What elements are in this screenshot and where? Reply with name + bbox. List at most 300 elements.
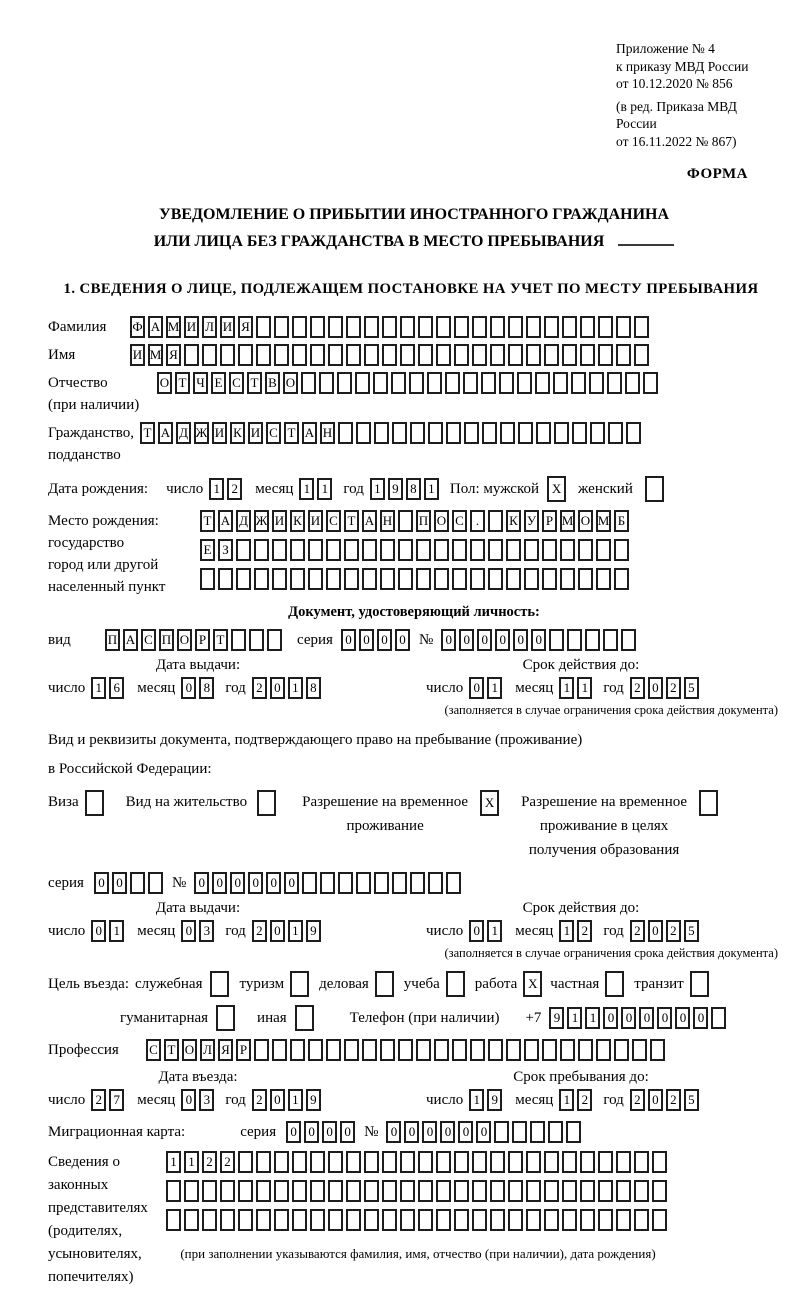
char-box[interactable] xyxy=(267,629,282,651)
char-box[interactable]: 0 xyxy=(441,629,456,651)
char-box[interactable] xyxy=(526,1180,541,1202)
char-box[interactable] xyxy=(418,344,433,366)
char-box[interactable]: П xyxy=(159,629,174,651)
char-box[interactable]: 0 xyxy=(603,1007,618,1029)
char-box[interactable]: 9 xyxy=(306,1089,321,1111)
char-box[interactable]: 0 xyxy=(657,1007,672,1029)
char-box[interactable]: Я xyxy=(218,1039,233,1061)
char-box[interactable]: 0 xyxy=(648,677,663,699)
char-box[interactable] xyxy=(356,422,371,444)
char-box[interactable] xyxy=(580,316,595,338)
char-box[interactable] xyxy=(463,372,478,394)
char-box[interactable] xyxy=(328,316,343,338)
char-box[interactable] xyxy=(571,372,586,394)
char-box[interactable] xyxy=(598,1180,613,1202)
char-box[interactable]: 0 xyxy=(513,629,528,651)
char-box[interactable] xyxy=(616,344,631,366)
char-box[interactable]: 0 xyxy=(359,629,374,651)
char-box[interactable] xyxy=(356,872,371,894)
char-box[interactable] xyxy=(506,1039,521,1061)
char-box[interactable]: 0 xyxy=(181,677,196,699)
char-box[interactable] xyxy=(392,872,407,894)
char-box[interactable] xyxy=(202,1209,217,1231)
char-box[interactable] xyxy=(362,539,377,561)
char-box[interactable] xyxy=(626,422,641,444)
char-box[interactable] xyxy=(274,316,289,338)
char-box[interactable]: 0 xyxy=(230,872,245,894)
char-box[interactable]: О xyxy=(182,1039,197,1061)
char-box[interactable] xyxy=(454,344,469,366)
char-box[interactable] xyxy=(614,568,629,590)
char-box[interactable] xyxy=(499,372,514,394)
char-box[interactable]: 0 xyxy=(422,1121,437,1143)
char-box[interactable] xyxy=(400,1151,415,1173)
char-box[interactable] xyxy=(310,1180,325,1202)
char-box[interactable] xyxy=(566,1121,581,1143)
char-box[interactable]: 2 xyxy=(227,478,242,500)
char-box[interactable] xyxy=(470,1039,485,1061)
char-box[interactable] xyxy=(310,1151,325,1173)
char-box[interactable] xyxy=(548,1121,563,1143)
char-box[interactable] xyxy=(362,568,377,590)
char-box[interactable] xyxy=(562,1180,577,1202)
char-box[interactable]: 1 xyxy=(424,478,439,500)
char-box[interactable] xyxy=(643,372,658,394)
char-box[interactable] xyxy=(302,872,317,894)
char-box[interactable] xyxy=(364,344,379,366)
char-box[interactable]: 0 xyxy=(648,1089,663,1111)
char-box[interactable] xyxy=(344,539,359,561)
char-box[interactable] xyxy=(518,422,533,444)
char-box[interactable] xyxy=(238,1209,253,1231)
char-box[interactable] xyxy=(490,1209,505,1231)
char-box[interactable] xyxy=(436,316,451,338)
char-box[interactable] xyxy=(652,1209,667,1231)
char-box[interactable] xyxy=(328,1209,343,1231)
char-box[interactable] xyxy=(616,316,631,338)
char-box[interactable]: 0 xyxy=(212,872,227,894)
char-box[interactable]: 5 xyxy=(684,920,699,942)
char-box[interactable] xyxy=(508,1209,523,1231)
char-box[interactable] xyxy=(418,1180,433,1202)
char-box[interactable] xyxy=(355,372,370,394)
char-box[interactable]: Т xyxy=(140,422,155,444)
char-box[interactable] xyxy=(256,316,271,338)
char-box[interactable] xyxy=(482,422,497,444)
char-box[interactable] xyxy=(382,344,397,366)
char-box[interactable] xyxy=(446,872,461,894)
char-box[interactable]: Я xyxy=(166,344,181,366)
char-box[interactable]: Ч xyxy=(193,372,208,394)
char-box[interactable] xyxy=(308,539,323,561)
char-box[interactable] xyxy=(452,539,467,561)
char-box[interactable] xyxy=(328,1180,343,1202)
char-box[interactable] xyxy=(542,1039,557,1061)
char-box[interactable] xyxy=(416,539,431,561)
char-box[interactable]: 8 xyxy=(306,677,321,699)
char-box[interactable]: 0 xyxy=(270,1089,285,1111)
char-box[interactable] xyxy=(603,629,618,651)
char-box[interactable] xyxy=(326,1039,341,1061)
char-box[interactable] xyxy=(508,1180,523,1202)
char-box[interactable] xyxy=(400,344,415,366)
char-box[interactable]: 1 xyxy=(209,478,224,500)
char-box[interactable]: 6 xyxy=(109,677,124,699)
char-box[interactable]: Д xyxy=(236,510,251,532)
char-box[interactable] xyxy=(634,1180,649,1202)
char-box[interactable]: Т xyxy=(344,510,359,532)
purpose-study-checkbox[interactable] xyxy=(446,971,465,997)
char-box[interactable] xyxy=(596,539,611,561)
char-box[interactable]: Л xyxy=(200,1039,215,1061)
char-box[interactable] xyxy=(326,568,341,590)
char-box[interactable] xyxy=(238,1151,253,1173)
char-box[interactable] xyxy=(560,1039,575,1061)
char-box[interactable] xyxy=(254,1039,269,1061)
char-box[interactable] xyxy=(650,1039,665,1061)
char-box[interactable] xyxy=(418,1151,433,1173)
char-box[interactable] xyxy=(508,344,523,366)
char-box[interactable]: А xyxy=(302,422,317,444)
char-box[interactable]: Л xyxy=(202,316,217,338)
char-box[interactable]: 2 xyxy=(91,1089,106,1111)
char-box[interactable]: 8 xyxy=(406,478,421,500)
char-box[interactable] xyxy=(410,422,425,444)
purpose-humanitarian-checkbox[interactable] xyxy=(216,1005,235,1031)
char-box[interactable] xyxy=(380,1039,395,1061)
char-box[interactable] xyxy=(488,510,503,532)
char-box[interactable] xyxy=(517,372,532,394)
char-box[interactable]: 0 xyxy=(248,872,263,894)
char-box[interactable] xyxy=(362,1039,377,1061)
char-box[interactable] xyxy=(256,1209,271,1231)
char-box[interactable]: 1 xyxy=(184,1151,199,1173)
char-box[interactable]: С xyxy=(326,510,341,532)
char-box[interactable] xyxy=(494,1121,509,1143)
char-box[interactable] xyxy=(380,539,395,561)
char-box[interactable] xyxy=(236,568,251,590)
char-box[interactable] xyxy=(526,344,541,366)
char-box[interactable]: . xyxy=(470,510,485,532)
char-box[interactable] xyxy=(310,316,325,338)
char-box[interactable] xyxy=(434,539,449,561)
char-box[interactable] xyxy=(346,344,361,366)
char-box[interactable] xyxy=(310,344,325,366)
char-box[interactable]: 0 xyxy=(404,1121,419,1143)
char-box[interactable] xyxy=(338,422,353,444)
char-box[interactable]: 0 xyxy=(341,629,356,651)
char-box[interactable] xyxy=(607,372,622,394)
char-box[interactable] xyxy=(452,568,467,590)
char-box[interactable]: 1 xyxy=(469,1089,484,1111)
char-box[interactable] xyxy=(634,316,649,338)
char-box[interactable] xyxy=(428,422,443,444)
char-box[interactable] xyxy=(400,1209,415,1231)
char-box[interactable] xyxy=(382,1209,397,1231)
purpose-private-checkbox[interactable] xyxy=(605,971,624,997)
char-box[interactable] xyxy=(544,1209,559,1231)
char-box[interactable]: Р xyxy=(542,510,557,532)
char-box[interactable]: 1 xyxy=(559,677,574,699)
char-box[interactable] xyxy=(524,1039,539,1061)
char-box[interactable]: 1 xyxy=(288,920,303,942)
char-box[interactable] xyxy=(472,344,487,366)
char-box[interactable]: М xyxy=(596,510,611,532)
char-box[interactable] xyxy=(634,1151,649,1173)
char-box[interactable] xyxy=(308,568,323,590)
char-box[interactable]: 0 xyxy=(94,872,109,894)
char-box[interactable]: 2 xyxy=(666,677,681,699)
char-box[interactable]: В xyxy=(265,372,280,394)
char-box[interactable] xyxy=(436,344,451,366)
char-box[interactable] xyxy=(200,568,215,590)
char-box[interactable] xyxy=(292,1180,307,1202)
char-box[interactable]: О xyxy=(177,629,192,651)
char-box[interactable] xyxy=(398,568,413,590)
char-box[interactable] xyxy=(434,568,449,590)
char-box[interactable] xyxy=(416,568,431,590)
char-box[interactable]: 2 xyxy=(202,1151,217,1173)
char-box[interactable] xyxy=(452,1039,467,1061)
char-box[interactable] xyxy=(436,1180,451,1202)
char-box[interactable] xyxy=(254,568,269,590)
char-box[interactable] xyxy=(184,1209,199,1231)
char-box[interactable] xyxy=(553,372,568,394)
char-box[interactable]: А xyxy=(123,629,138,651)
char-box[interactable] xyxy=(506,568,521,590)
char-box[interactable] xyxy=(236,539,251,561)
char-box[interactable] xyxy=(274,1151,289,1173)
char-box[interactable]: Н xyxy=(380,510,395,532)
char-box[interactable] xyxy=(472,1151,487,1173)
char-box[interactable]: 1 xyxy=(317,478,332,500)
char-box[interactable] xyxy=(398,510,413,532)
char-box[interactable]: А xyxy=(362,510,377,532)
char-box[interactable]: Р xyxy=(236,1039,251,1061)
char-box[interactable]: П xyxy=(416,510,431,532)
char-box[interactable] xyxy=(598,344,613,366)
char-box[interactable] xyxy=(346,1209,361,1231)
char-box[interactable]: Т xyxy=(200,510,215,532)
char-box[interactable]: 0 xyxy=(304,1121,319,1143)
char-box[interactable]: А xyxy=(148,316,163,338)
char-box[interactable]: Р xyxy=(195,629,210,651)
char-box[interactable]: Д xyxy=(176,422,191,444)
char-box[interactable] xyxy=(392,422,407,444)
char-box[interactable] xyxy=(391,372,406,394)
char-box[interactable] xyxy=(256,344,271,366)
char-box[interactable] xyxy=(409,372,424,394)
char-box[interactable] xyxy=(530,1121,545,1143)
char-box[interactable] xyxy=(184,1180,199,1202)
char-box[interactable]: 1 xyxy=(288,677,303,699)
char-box[interactable] xyxy=(454,316,469,338)
char-box[interactable] xyxy=(428,872,443,894)
char-box[interactable]: 0 xyxy=(459,629,474,651)
purpose-other-checkbox[interactable] xyxy=(295,1005,314,1031)
char-box[interactable]: И xyxy=(212,422,227,444)
char-box[interactable]: 2 xyxy=(252,677,267,699)
char-box[interactable] xyxy=(436,1209,451,1231)
char-box[interactable]: 1 xyxy=(109,920,124,942)
char-box[interactable]: 0 xyxy=(181,1089,196,1111)
char-box[interactable] xyxy=(274,1180,289,1202)
char-box[interactable]: А xyxy=(218,510,233,532)
char-box[interactable] xyxy=(374,422,389,444)
char-box[interactable] xyxy=(410,872,425,894)
char-box[interactable] xyxy=(256,1180,271,1202)
char-box[interactable]: 1 xyxy=(487,920,502,942)
char-box[interactable] xyxy=(346,1180,361,1202)
char-box[interactable]: 3 xyxy=(199,1089,214,1111)
char-box[interactable]: 1 xyxy=(567,1007,582,1029)
char-box[interactable]: 0 xyxy=(693,1007,708,1029)
char-box[interactable]: К xyxy=(290,510,305,532)
char-box[interactable] xyxy=(508,316,523,338)
char-box[interactable] xyxy=(596,1039,611,1061)
char-box[interactable] xyxy=(436,1151,451,1173)
char-box[interactable] xyxy=(472,316,487,338)
char-box[interactable] xyxy=(434,1039,449,1061)
char-box[interactable] xyxy=(580,1209,595,1231)
char-box[interactable] xyxy=(184,344,199,366)
char-box[interactable]: 0 xyxy=(531,629,546,651)
char-box[interactable]: 5 xyxy=(684,1089,699,1111)
char-box[interactable] xyxy=(616,1209,631,1231)
char-box[interactable] xyxy=(470,539,485,561)
char-box[interactable] xyxy=(470,568,485,590)
char-box[interactable]: М xyxy=(560,510,575,532)
char-box[interactable] xyxy=(544,1180,559,1202)
char-box[interactable] xyxy=(290,1039,305,1061)
char-box[interactable] xyxy=(560,568,575,590)
char-box[interactable] xyxy=(292,1151,307,1173)
char-box[interactable]: С xyxy=(141,629,156,651)
char-box[interactable]: 0 xyxy=(112,872,127,894)
char-box[interactable] xyxy=(508,1151,523,1173)
char-box[interactable]: 2 xyxy=(666,920,681,942)
purpose-business-checkbox[interactable] xyxy=(375,971,394,997)
char-box[interactable] xyxy=(130,872,145,894)
char-box[interactable] xyxy=(218,568,233,590)
char-box[interactable] xyxy=(614,1039,629,1061)
char-box[interactable]: З xyxy=(218,539,233,561)
char-box[interactable] xyxy=(418,316,433,338)
char-box[interactable]: 0 xyxy=(621,1007,636,1029)
char-box[interactable]: 2 xyxy=(630,677,645,699)
char-box[interactable] xyxy=(274,1209,289,1231)
char-box[interactable]: 0 xyxy=(675,1007,690,1029)
char-box[interactable] xyxy=(272,568,287,590)
char-box[interactable] xyxy=(616,1151,631,1173)
char-box[interactable] xyxy=(382,1180,397,1202)
char-box[interactable] xyxy=(536,422,551,444)
char-box[interactable] xyxy=(202,1180,217,1202)
char-box[interactable] xyxy=(544,344,559,366)
char-box[interactable] xyxy=(542,568,557,590)
char-box[interactable]: Е xyxy=(211,372,226,394)
char-box[interactable]: И xyxy=(308,510,323,532)
char-box[interactable] xyxy=(344,1039,359,1061)
char-box[interactable] xyxy=(427,372,442,394)
char-box[interactable] xyxy=(272,539,287,561)
char-box[interactable] xyxy=(445,372,460,394)
char-box[interactable]: 1 xyxy=(299,478,314,500)
char-box[interactable]: Т xyxy=(247,372,262,394)
char-box[interactable] xyxy=(382,316,397,338)
purpose-tourism-checkbox[interactable] xyxy=(290,971,309,997)
char-box[interactable] xyxy=(337,372,352,394)
char-box[interactable] xyxy=(338,872,353,894)
char-box[interactable]: 0 xyxy=(270,920,285,942)
female-checkbox[interactable] xyxy=(645,476,664,502)
char-box[interactable] xyxy=(598,316,613,338)
char-box[interactable] xyxy=(373,372,388,394)
char-box[interactable] xyxy=(578,539,593,561)
char-box[interactable] xyxy=(148,872,163,894)
char-box[interactable]: 0 xyxy=(181,920,196,942)
char-box[interactable] xyxy=(274,344,289,366)
char-box[interactable] xyxy=(220,1209,235,1231)
char-box[interactable] xyxy=(589,372,604,394)
char-box[interactable]: 9 xyxy=(487,1089,502,1111)
char-box[interactable]: 0 xyxy=(440,1121,455,1143)
char-box[interactable] xyxy=(310,1209,325,1231)
char-box[interactable] xyxy=(290,539,305,561)
char-box[interactable] xyxy=(608,422,623,444)
char-box[interactable] xyxy=(364,1180,379,1202)
visa-checkbox[interactable] xyxy=(85,790,104,816)
purpose-transit-checkbox[interactable] xyxy=(690,971,709,997)
char-box[interactable]: 0 xyxy=(340,1121,355,1143)
char-box[interactable]: 0 xyxy=(270,677,285,699)
char-box[interactable]: 2 xyxy=(252,1089,267,1111)
char-box[interactable] xyxy=(598,1209,613,1231)
char-box[interactable] xyxy=(344,568,359,590)
char-box[interactable]: 9 xyxy=(549,1007,564,1029)
char-box[interactable] xyxy=(580,1151,595,1173)
char-box[interactable]: Ж xyxy=(254,510,269,532)
char-box[interactable]: 0 xyxy=(477,629,492,651)
char-box[interactable]: 0 xyxy=(286,1121,301,1143)
char-box[interactable] xyxy=(542,539,557,561)
char-box[interactable]: 0 xyxy=(91,920,106,942)
char-box[interactable] xyxy=(614,539,629,561)
char-box[interactable]: Б xyxy=(614,510,629,532)
char-box[interactable]: 1 xyxy=(577,677,592,699)
char-box[interactable]: 1 xyxy=(585,1007,600,1029)
char-box[interactable] xyxy=(549,629,564,651)
char-box[interactable]: Ф xyxy=(130,316,145,338)
char-box[interactable] xyxy=(481,372,496,394)
char-box[interactable] xyxy=(400,1180,415,1202)
char-box[interactable]: 0 xyxy=(495,629,510,651)
char-box[interactable]: 2 xyxy=(220,1151,235,1173)
char-box[interactable]: 0 xyxy=(648,920,663,942)
char-box[interactable] xyxy=(319,372,334,394)
char-box[interactable]: Т xyxy=(213,629,228,651)
char-box[interactable]: 1 xyxy=(487,677,502,699)
char-box[interactable]: 0 xyxy=(395,629,410,651)
char-box[interactable] xyxy=(220,1180,235,1202)
char-box[interactable] xyxy=(238,1180,253,1202)
char-box[interactable]: А xyxy=(158,422,173,444)
char-box[interactable]: 2 xyxy=(252,920,267,942)
char-box[interactable] xyxy=(301,372,316,394)
char-box[interactable]: 0 xyxy=(266,872,281,894)
char-box[interactable]: И xyxy=(248,422,263,444)
char-box[interactable]: 1 xyxy=(559,920,574,942)
